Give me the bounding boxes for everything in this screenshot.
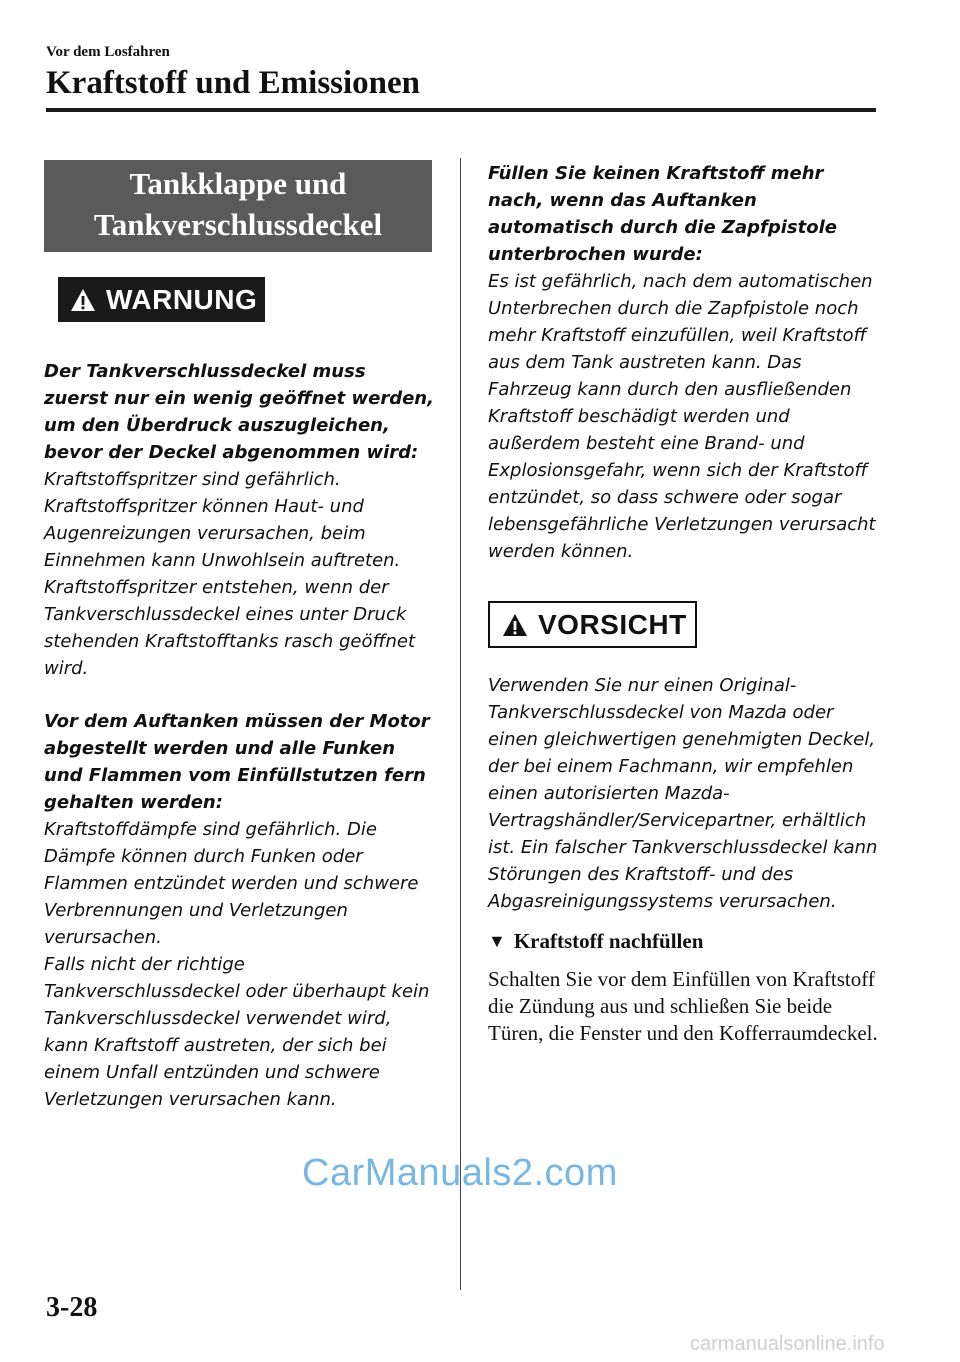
watermark: CarManuals2.com xyxy=(302,1152,618,1194)
warning-lead-1: Der Tankverschlussdeckel muss zuerst nur ein wenig geöffnet werden, um den Überdruck auszugleichen, bevor der Deckel abgenommen wird: xyxy=(44,361,434,463)
warning-body-3: Falls nicht der richtige Tankverschlussdeckel oder überhaupt kein Tankverschlussdeckel verwendet wird, kann Kraftstoff austreten, der sich bei einem Unfall entzünden und schwere Verletzungen verursachen kann. xyxy=(44,954,430,1110)
refuel-heading xyxy=(488,929,878,954)
warning-lead-2: Vor dem Auftanken müssen der Motor abgestellt werden und alle Funken und Flammen vom Einfüllstutzen fern gehalten werden: xyxy=(44,711,430,813)
warning-triangle-icon xyxy=(70,287,96,313)
header-rule xyxy=(46,108,876,112)
triangle-down-icon: ▼ xyxy=(488,931,506,951)
caution-badge xyxy=(488,601,697,648)
warning-body-2: Kraftstoffdämpfe sind gefährlich. Die Dämpfe können durch Funken oder Flammen entzündet werden und schwere Verbrennungen und Verletzungen verursachen. xyxy=(44,819,419,948)
page-title: Kraftstoff und Emissionen xyxy=(46,65,421,101)
footer-site-watermark: carmanualsonline.info xyxy=(690,1333,885,1355)
right-column xyxy=(488,160,878,1047)
section-title-line2: Tankverschlussdeckel xyxy=(93,207,383,242)
caution-label: VORSICHT xyxy=(538,608,687,640)
chapter-label: Vor dem Losfahren xyxy=(46,44,170,60)
warning-triangle-icon xyxy=(502,612,528,638)
refuel-heading-label: Kraftstoff nachfüllen xyxy=(513,929,704,953)
section-heading xyxy=(44,160,432,252)
warning-label: WARNUNG xyxy=(106,283,258,315)
warning-lead-3: Füllen Sie keinen Kraftstoff mehr nach, wenn das Auftanken automatisch durch die Zapfpistole unterbrochen wurde: xyxy=(488,163,837,265)
page-number: 3-28 xyxy=(46,1292,98,1323)
warning-body-1: Kraftstoffspritzer sind gefährlich. Kraftstoffspritzer können Haut- und Augenreizungen verursachen, beim Einnehmen kann Unwohlsein auftreten. Kraftstoffspritzer entstehen, wenn der Tankverschlussdeckel eines unter Druck stehenden Kraftstofftanks rasch geöffnet wird. xyxy=(44,469,415,679)
warning-body-4: Es ist gefährlich, nach dem automatischen Unterbrechen durch die Zapfpistole noch mehr Kraftstoff einzufüllen, weil Kraftstoff aus dem Tank austreten kann. Das Fahrzeug kann durch den ausfließenden Kraftstoff beschädigt werden und außerdem besteht eine Brand- und Explosionsgefahr, wenn sich der Kraftstoff entzündet, so dass schwere oder sogar lebensgefährliche Verletzungen verursacht werden können. xyxy=(488,271,876,562)
warning-badge xyxy=(58,277,265,322)
section-title-line1: Tankklappe und xyxy=(129,166,347,201)
left-column xyxy=(44,160,434,1113)
column-divider xyxy=(460,158,461,1290)
page-header xyxy=(46,44,876,101)
refuel-body: Schalten Sie vor dem Einfüllen von Kraftstoff die Zündung aus und schließen Sie beide Türen, die Fenster und den Kofferraumdeckel. xyxy=(488,967,878,1045)
caution-body: Verwenden Sie nur einen Original-Tankverschlussdeckel von Mazda oder einen gleichwertigen genehmigten Deckel, der bei einem Fachmann, wir empfehlen einen autorisierten Mazda-Vertragshändler/Servicepartner, erhältlich ist. Ein falscher Tankverschlussdeckel kann Störungen des Kraftstoff- und des Abgasreinigungssystems verursachen. xyxy=(488,675,878,912)
